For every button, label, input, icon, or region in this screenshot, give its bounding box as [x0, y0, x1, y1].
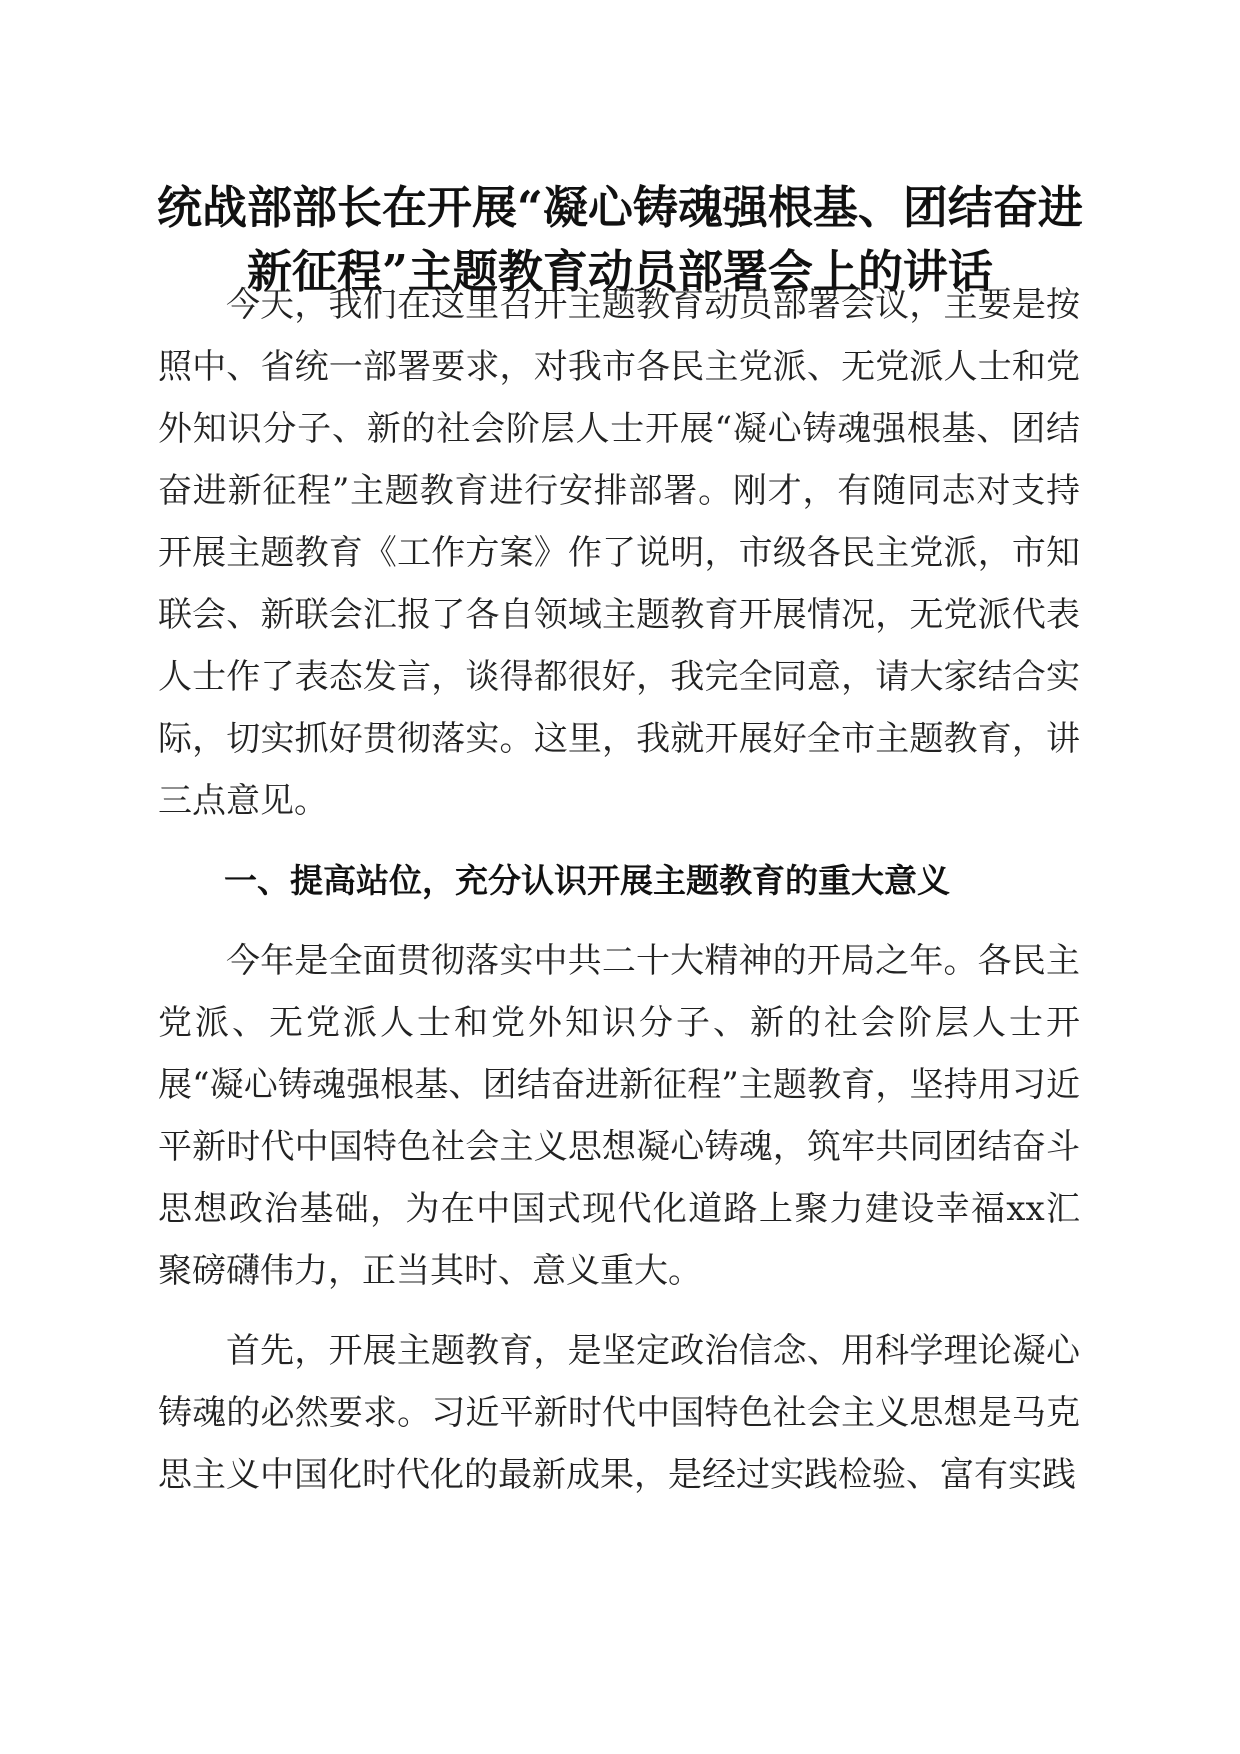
section-heading: 一、提高站位，充分认识开展主题教育的重大意义	[224, 861, 950, 900]
paragraph-first-point: 首先，开展主题教育，是坚定政治信念、用科学理论凝心铸魂的必然要求。习近平新时代中国特色社会主义思想是马克思主义中国化时代化的最新成果，是经过实践检验、富有实践	[158, 1331, 1080, 1495]
paragraph-intro: 今天，我们在这里召开主题教育动员部署会议，主要是按照中、省统一部署要求，对我市各民主党派、无党派人士和党外知识分子、新的社会阶层人士开展“凝心铸魂强根基、团结奋进新征程”主题教育进行安排部署。刚才，有随同志对支持开展主题教育《工作方案》作了说明，市级各民主党派，市知联会、新联会汇报了各自领域主题教育开展情况，无党派代表人士作了表态发言，谈得都很好，我完全同意，请大家结合实际，切实抓好贯彻落实。这里，我就开展好全市主题教育，讲三点意见。	[158, 285, 1080, 821]
document-title: 统战部部长在开展“凝心铸魂强根基、团结奋进新征程”主题教育动员部署会上的讲话	[157, 181, 1083, 298]
paragraph-significance: 今年是全面贯彻落实中共二十大精神的开局之年。各民主党派、无党派人士和党外知识分子、新的社会阶层人士开展“凝心铸魂强根基、团结奋进新征程”主题教育，坚持用习近平新时代中国特色社会主义思想凝心铸魂，筑牢共同团结奋斗思想政治基础，为在中国式现代化道路上聚力建设幸福xx汇聚磅礴伟力，正当其时、意义重大。	[158, 941, 1080, 1291]
document-body	[158, 274, 1080, 1506]
